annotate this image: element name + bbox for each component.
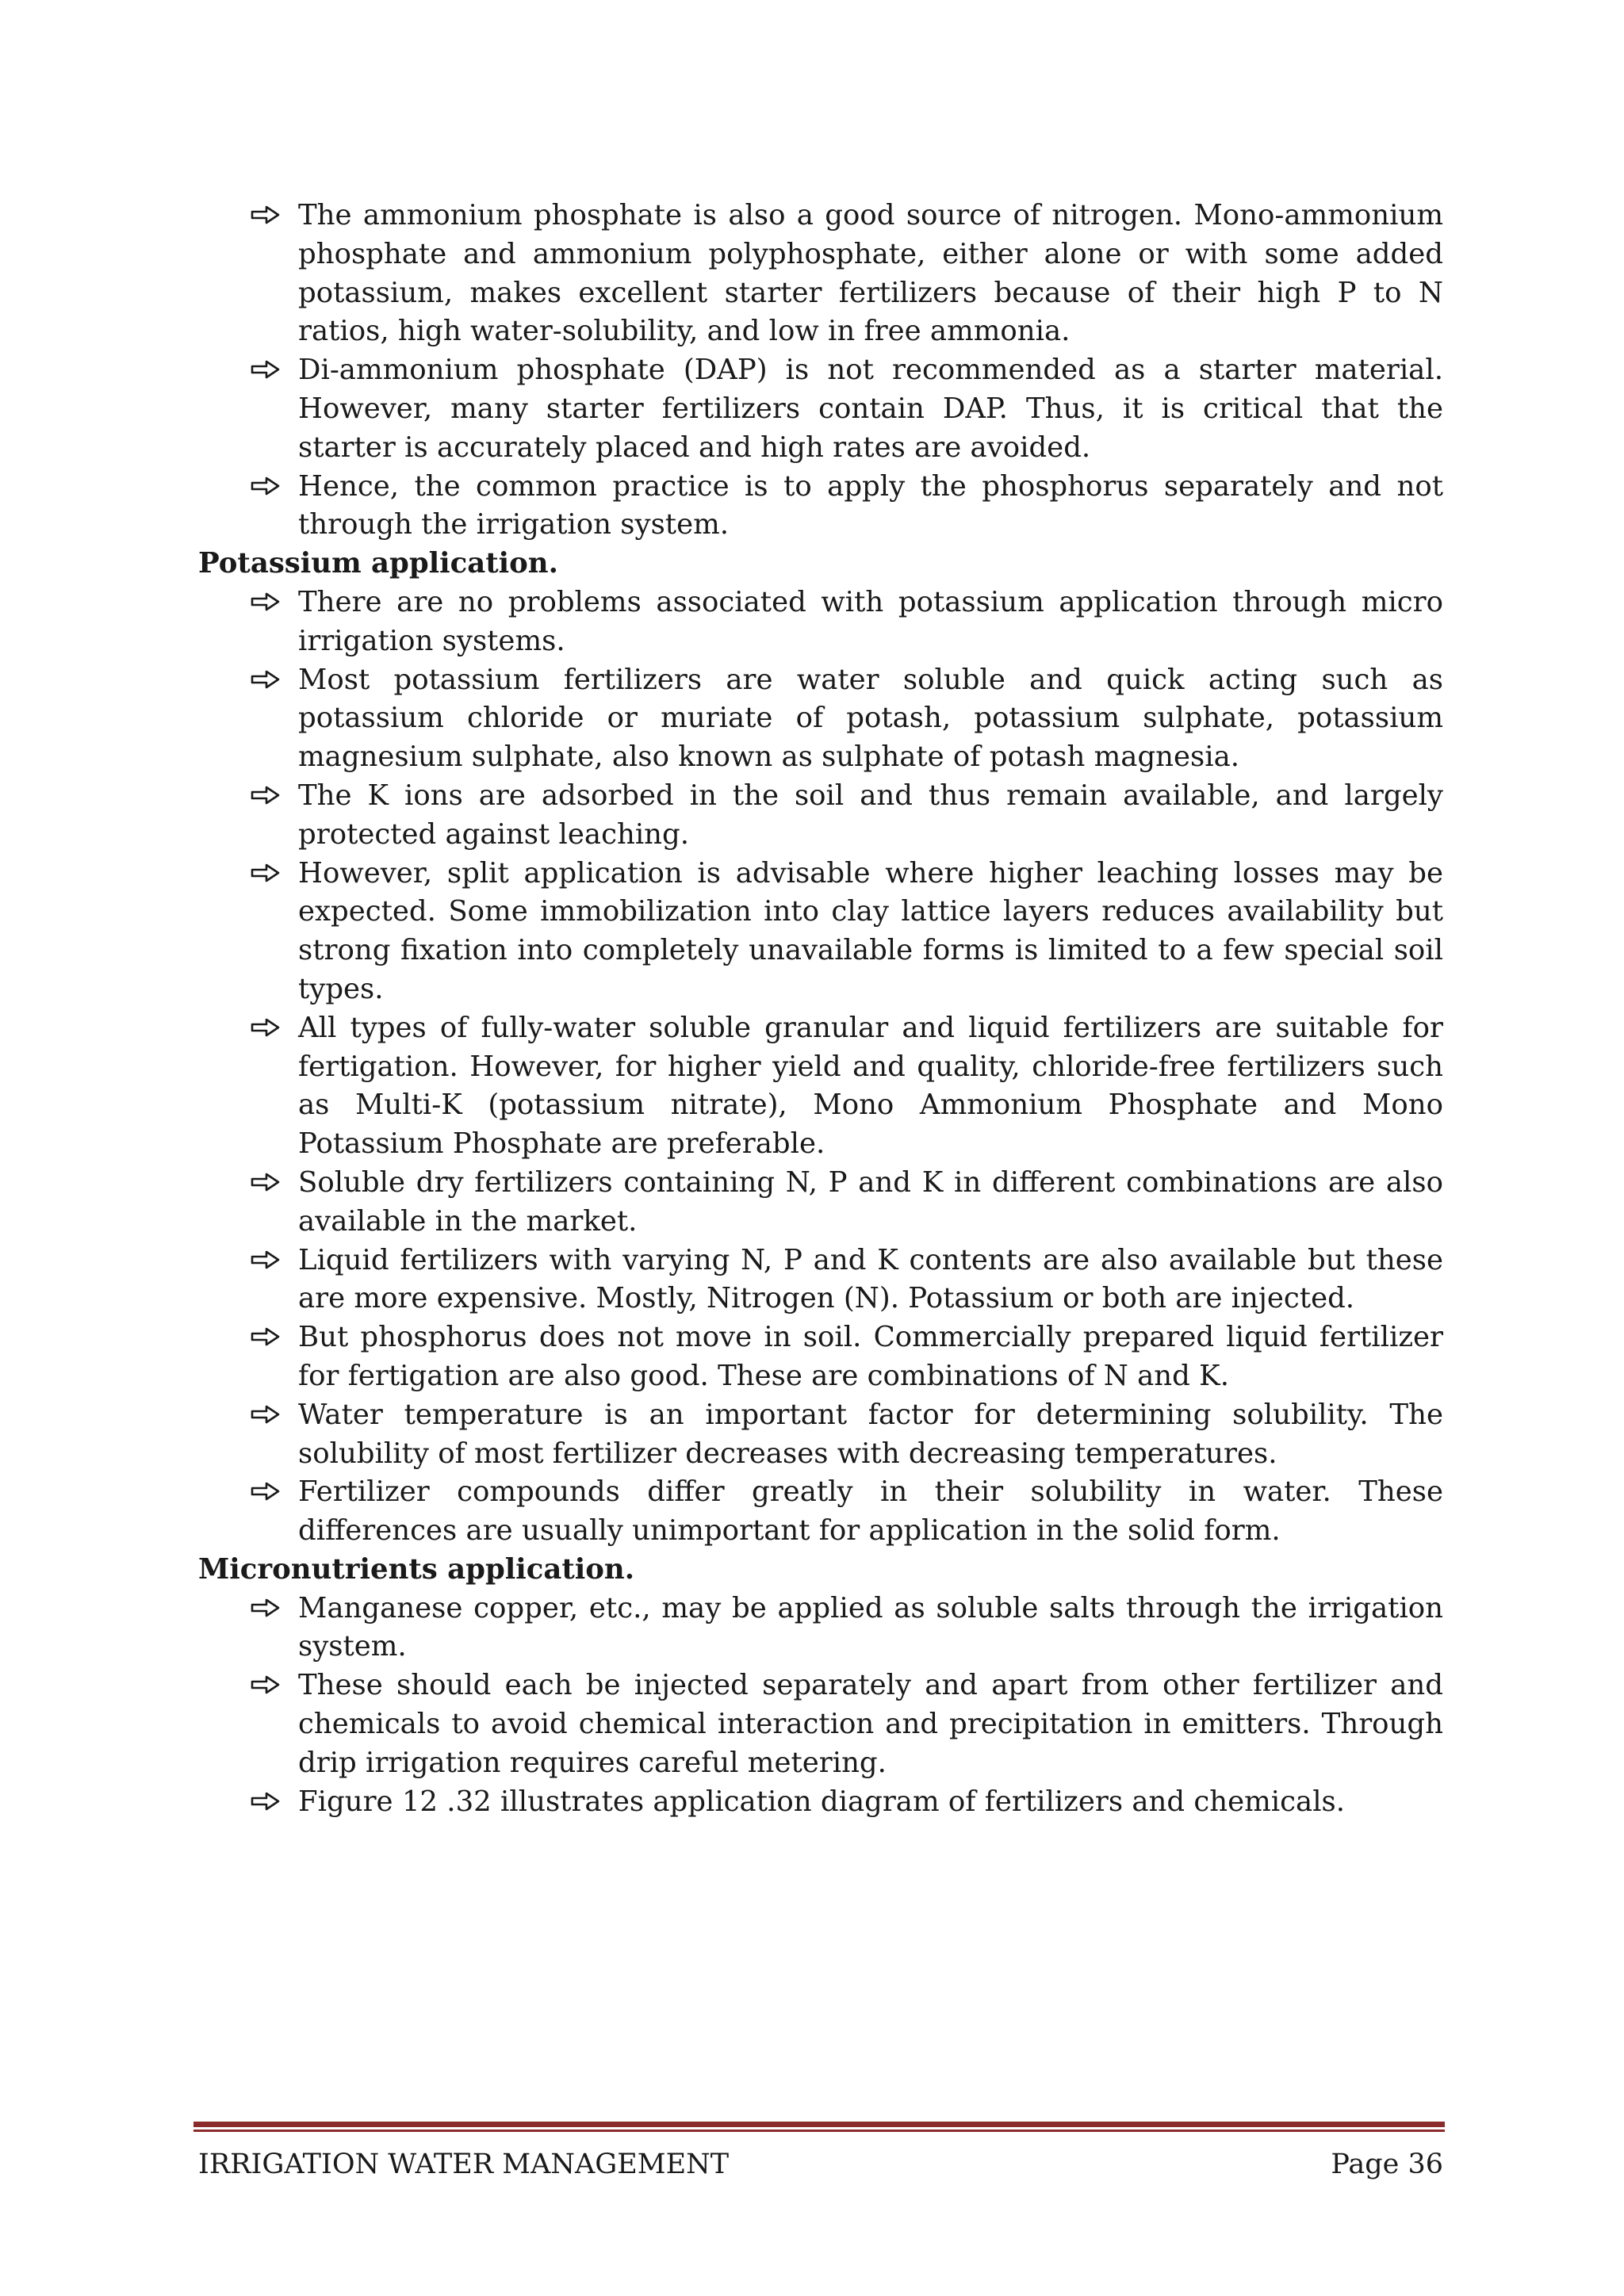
- document-body: [198, 197, 1443, 1821]
- section-potassium: [198, 545, 1443, 1551]
- bullet-item: [251, 584, 1443, 661]
- bullet-text: Water temperature is an important factor for determining solubility. The solubility of most fertilizer decreases with decreasing temperatures.: [298, 1398, 1443, 1470]
- bullet-text: Hence, the common practice is to apply the phosphorus separately and not through the irrigation system.: [298, 469, 1443, 541]
- footer-title: IRRIGATION WATER MANAGEMENT: [198, 2149, 730, 2180]
- outline-arrow-right-icon: [251, 785, 281, 806]
- bullet-text: However, split application is advisable where higher leaching losses may be expected. Some immobilization into clay lattice layers reduces availability but strong fixation into completely unavailable forms is limited to a few special soil types.: [298, 856, 1443, 1005]
- bullet-list: [198, 584, 1443, 1551]
- bullet-item: [251, 777, 1443, 855]
- bullet-text: The ammonium phosphate is also a good source of nitrogen. Mono-ammonium phosphate and ammonium polyphosphate, either alone or with some added potassium, makes excellent starter fertilizers because of their high P to N ratios, high water-solubility, and low in free ammonia.: [298, 199, 1443, 348]
- outline-arrow-right-icon: [251, 1674, 281, 1695]
- outline-arrow-right-icon: [251, 476, 281, 496]
- bullet-item: [251, 1590, 1443, 1667]
- footer-rule: [193, 2122, 1445, 2133]
- bullet-text: Di-ammonium phosphate (DAP) is not recommended as a starter material. However, many starter fertilizers contain DAP. Thus, it is critical that the starter is accurately placed and high rates are avoided.: [298, 354, 1443, 464]
- outline-arrow-right-icon: [251, 1598, 281, 1618]
- outline-arrow-right-icon: [251, 669, 281, 690]
- bullet-text: All types of fully-water soluble granular and liquid fertilizers are suitable for fertigation. However, for higher yield and quality, chloride-free fertilizers such as Multi-K (potassium nitrate), Mono Ammonium Phosphate and Mono Potassium Phosphate are preferable.: [298, 1011, 1443, 1161]
- section-micronutrients: [198, 1551, 1443, 1822]
- outline-arrow-right-icon: [251, 205, 281, 225]
- bullet-item: [251, 1667, 1443, 1782]
- bullet-item: [251, 1242, 1443, 1319]
- bullet-item: [251, 1783, 1443, 1822]
- bullet-item: [251, 1009, 1443, 1164]
- bullet-text: Figure 12 .32 illustrates application diagram of fertilizers and chemicals.: [298, 1785, 1346, 1818]
- bullet-text: The K ions are adsorbed in the soil and thus remain available, and largely protected against leaching.: [298, 779, 1443, 851]
- bullet-text: Most potassium fertilizers are water soluble and quick acting such as potassium chloride or muriate of potash, potassium sulphate, potassium magnesium sulphate, also known as sulphate of potash magnesia.: [298, 663, 1443, 774]
- outline-arrow-right-icon: [251, 863, 281, 883]
- bullet-item: [251, 661, 1443, 777]
- outline-arrow-right-icon: [251, 591, 281, 612]
- page-number: Page 36: [1331, 2149, 1443, 2180]
- bullet-text: Manganese copper, etc., may be applied as soluble salts through the irrigation system.: [298, 1591, 1443, 1663]
- section-heading: Micronutrients application.: [198, 1552, 635, 1586]
- footer-rule-thick: [193, 2122, 1445, 2127]
- bullet-list: [198, 197, 1443, 545]
- section-heading: Potassium application.: [198, 547, 558, 580]
- outline-arrow-right-icon: [251, 359, 281, 380]
- outline-arrow-right-icon: [251, 1326, 281, 1347]
- outline-arrow-right-icon: [251, 1249, 281, 1270]
- bullet-text: Soluble dry fertilizers containing N, P and K in different combinations are also available in the market.: [298, 1165, 1443, 1238]
- bullet-item: [251, 855, 1443, 1009]
- footer-rule-thin: [193, 2130, 1445, 2132]
- bullet-item: [251, 1318, 1443, 1396]
- bullet-item: [251, 468, 1443, 545]
- bullet-text: These should each be injected separately and apart from other fertilizer and chemicals to avoid chemical interaction and precipitation in emitters. Through drip irrigation requires careful metering.: [298, 1669, 1443, 1779]
- page-footer: [198, 2147, 1443, 2182]
- bullet-item: [251, 197, 1443, 351]
- bullet-item: [251, 1473, 1443, 1551]
- outline-arrow-right-icon: [251, 1017, 281, 1038]
- bullet-text: Fertilizer compounds differ greatly in their solubility in water. These differences are usually unimportant for application in the solid form.: [298, 1475, 1443, 1548]
- outline-arrow-right-icon: [251, 1172, 281, 1192]
- bullet-item: [251, 1164, 1443, 1242]
- bullet-list: [198, 1590, 1443, 1822]
- bullet-item: [251, 351, 1443, 467]
- bullet-item: [251, 1396, 1443, 1474]
- bullet-text: But phosphorus does not move in soil. Commercially prepared liquid fertilizer for fertigation are also good. These are combinations of N and K.: [298, 1321, 1443, 1392]
- outline-arrow-right-icon: [251, 1481, 281, 1502]
- outline-arrow-right-icon: [251, 1404, 281, 1425]
- bullet-text: Liquid fertilizers with varying N, P and K contents are also available but these are more expensive. Mostly, Nitrogen (N). Potassium or both are injected.: [298, 1243, 1443, 1315]
- bullet-text: There are no problems associated with potassium application through micro irrigation systems.: [298, 585, 1443, 657]
- outline-arrow-right-icon: [251, 1791, 281, 1812]
- section-phosphorus: [198, 197, 1443, 545]
